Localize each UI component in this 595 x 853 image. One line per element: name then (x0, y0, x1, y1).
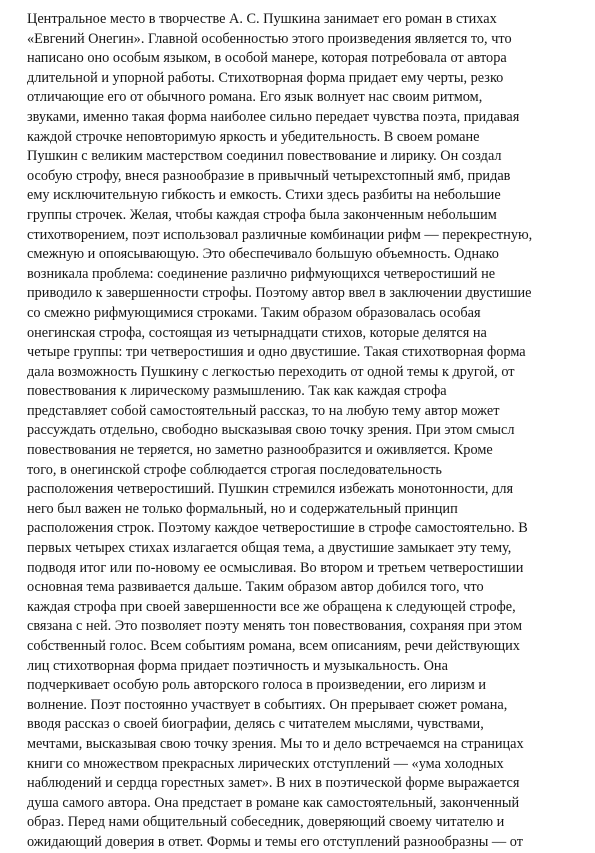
text-line: подводя итог или по-новому ее осмысливая. Во втором и третьем четверостишии (27, 559, 524, 576)
text-line: звуками, именно такая форма наиболее сильно передает чувства поэта, придавая (27, 108, 520, 125)
text-line: рассуждать отдельно, свободно высказывая свою точку зрения. При этом смысл (27, 422, 515, 439)
text-line: него был важен не только формальный, но и содержательный принцип (27, 500, 458, 517)
text-line: образ. Перед нами общительный собеседник, доверяющий своему читателю и (27, 814, 505, 831)
text-line: со смежно рифмующимися строками. Таким образом образовалась особая (27, 304, 481, 321)
document-body (27, 10, 572, 853)
text-line: стихотворением, поэт использовал различные комбинации рифм — перекрестную, (27, 226, 533, 243)
text-line: лиц стихотворная форма придает поэтичность и музыкальность. Она (27, 657, 448, 674)
text-line: того, в онегинской строфе соблюдается строгая последовательность (27, 461, 442, 478)
text-line: душа самого автора. Она предстает в романе как самостоятельный, законченный (27, 794, 520, 811)
text-line: Пушкин с великим мастерством соединил повествование и лирику. Он создал (27, 148, 502, 165)
text-line: мечтами, высказывая свою точку зрения. Мы то и дело встречаемся на страницах (27, 735, 524, 752)
text-line: онегинская строфа, состоящая из четырнадцати стихов, которые делятся на (27, 324, 487, 341)
text-line: расположения четверостиший. Пушкин стремился избежать монотонности, для (27, 481, 514, 498)
text-line: расположения строк. Поэтому каждое четверостишие в строфе самостоятельно. В (27, 520, 528, 537)
text-line: особую строфу, внеся разнообразие в привычный четырехстопный ямб, придав (27, 167, 511, 184)
text-line: каждой строчке неповторимую яркость и убедительность. В своем романе (27, 128, 480, 145)
text-line: повествования не теряется, но заметно разнообразится и оживляется. Кроме (27, 442, 493, 459)
text-line: приводило к завершенности строфы. Поэтому автор ввел в заключении двустишие (27, 285, 532, 302)
text-line: возникала проблема: соединение различно рифмующихся четверостиший не (27, 265, 496, 282)
text-line: дала возможность Пушкину с легкостью переходить от одной темы к другой, от (27, 363, 515, 380)
text-line: группы строчек. Желая, чтобы каждая строфа была законченным небольшим (27, 206, 497, 223)
text-line: смежную и опоясывающую. Это обеспечивало большую объемность. Однако (27, 246, 499, 263)
text-line: подчеркивает особую роль авторского голоса в произведении, его лиризм и (27, 677, 487, 694)
text-line: связана с ней. Это позволяет поэту менять тон повествования, сохраняя при этом (27, 618, 523, 635)
text-line: ему исключительную гибкость и емкость. Стихи здесь разбиты на небольшие (27, 187, 501, 204)
text-line: Центральное место в творчестве А. С. Пушкина занимает его роман в стихах (27, 11, 497, 27)
text-line: написано оно особым языком, в особой манере, которая потребовала от автора (27, 50, 507, 67)
text-line: первых четырех стихах излагается общая тема, а двустишие замыкает эту тему, (27, 540, 512, 557)
text-line: собственный голос. Всем событиям романа, всем описаниям, речи действующих (27, 638, 520, 654)
text-line: наблюдений и сердца горестных замет». В них в поэтической форме выражается (27, 775, 520, 792)
text-line: повествования к лирическому размышлению. Так как каждая строфа (27, 383, 447, 400)
text-line: основная тема развивается дальше. Таким образом автор добился того, что (27, 579, 484, 596)
text-line: «Евгений Онегин». Главной особенностью этого произведения является то, что (27, 30, 512, 47)
text-line: отличающие его от обычного романа. Его язык волнует нас своим ритмом, (27, 89, 483, 106)
text-line: волнение. Поэт постоянно участвует в событиях. Он прерывает сюжет романа, (27, 696, 508, 713)
text-line: каждая строфа при своей завершенности все же обращена к следующей строфе, (27, 598, 516, 615)
text-line: вводя рассказ о своей биографии, делясь с читателем мыслями, чувствами, (27, 716, 484, 733)
text-line: представляет собой самостоятельный рассказ, то на любую тему автор может (27, 402, 500, 419)
text-line: ожидающий доверия в ответ. Формы и темы его отступлений разнообразны — от (27, 833, 523, 850)
text-line: четыре группы: три четверостишия и одно двустишие. Такая стихотворная форма (27, 344, 526, 361)
text-line: длительной и упорной работы. Стихотворная форма придает ему черты, резко (27, 69, 504, 86)
text-line: книги со множеством прекрасных лирических отступлений — «ума холодных (27, 755, 504, 772)
